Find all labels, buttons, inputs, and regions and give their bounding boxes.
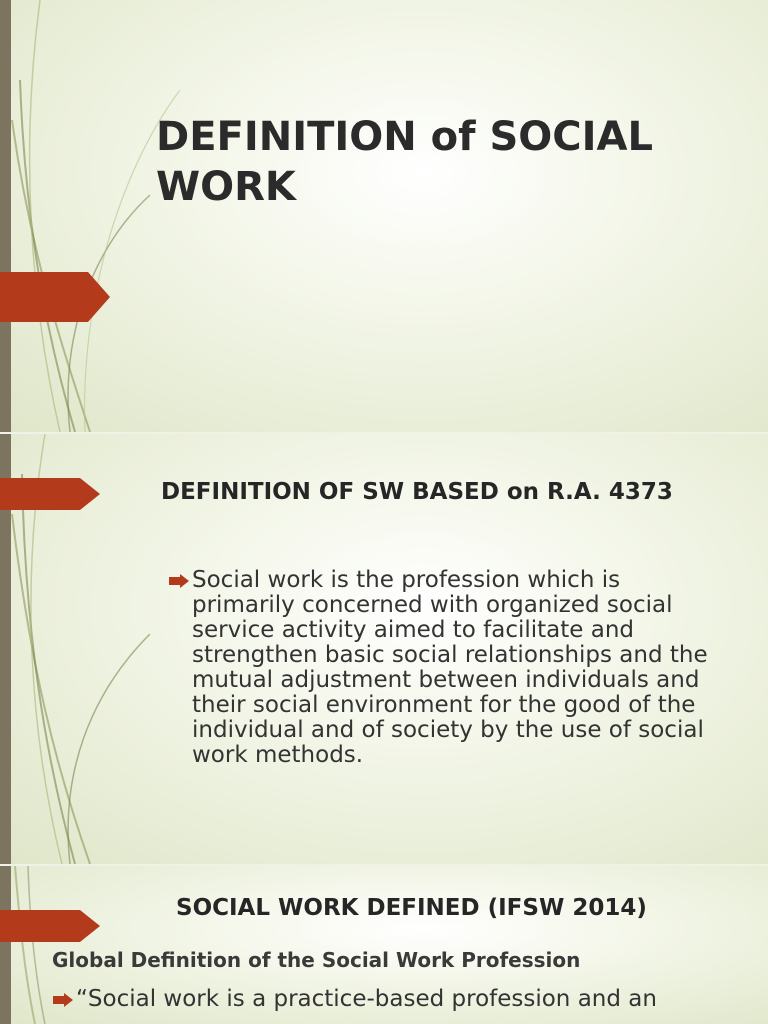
slide-title-text: DEFINITION of SOCIAL WORK bbox=[156, 114, 653, 210]
bullet-text: “Social work is a practice-based profession and an bbox=[76, 986, 657, 1012]
decorative-curves bbox=[0, 0, 200, 432]
bullet-item bbox=[52, 987, 768, 1012]
arrow-bullet-icon bbox=[52, 993, 74, 1007]
slide-subheading: Global Definition of the Social Work Profession bbox=[52, 948, 581, 972]
bullet-text: Social work is the profession which is primarily concerned with organized social service activity aimed to facilitate and strengthen basic social relationships and the mutual adjustment between individuals and their social environment for the good of the individual and of society by the use of social work methods. bbox=[192, 567, 708, 768]
slide-title bbox=[0, 0, 768, 432]
accent-tab bbox=[0, 910, 100, 942]
slide-heading: DEFINITION OF SW BASED on R.A. 4373 bbox=[161, 479, 673, 505]
slide-ifsw-2014 bbox=[0, 866, 768, 1024]
bullet-item bbox=[168, 568, 728, 768]
slide-heading: SOCIAL WORK DEFINED (IFSW 2014) bbox=[176, 895, 647, 921]
arrow-bullet-icon bbox=[168, 574, 190, 588]
accent-tab bbox=[0, 272, 110, 322]
accent-tab bbox=[0, 478, 100, 510]
slide-ra-4373 bbox=[0, 434, 768, 864]
